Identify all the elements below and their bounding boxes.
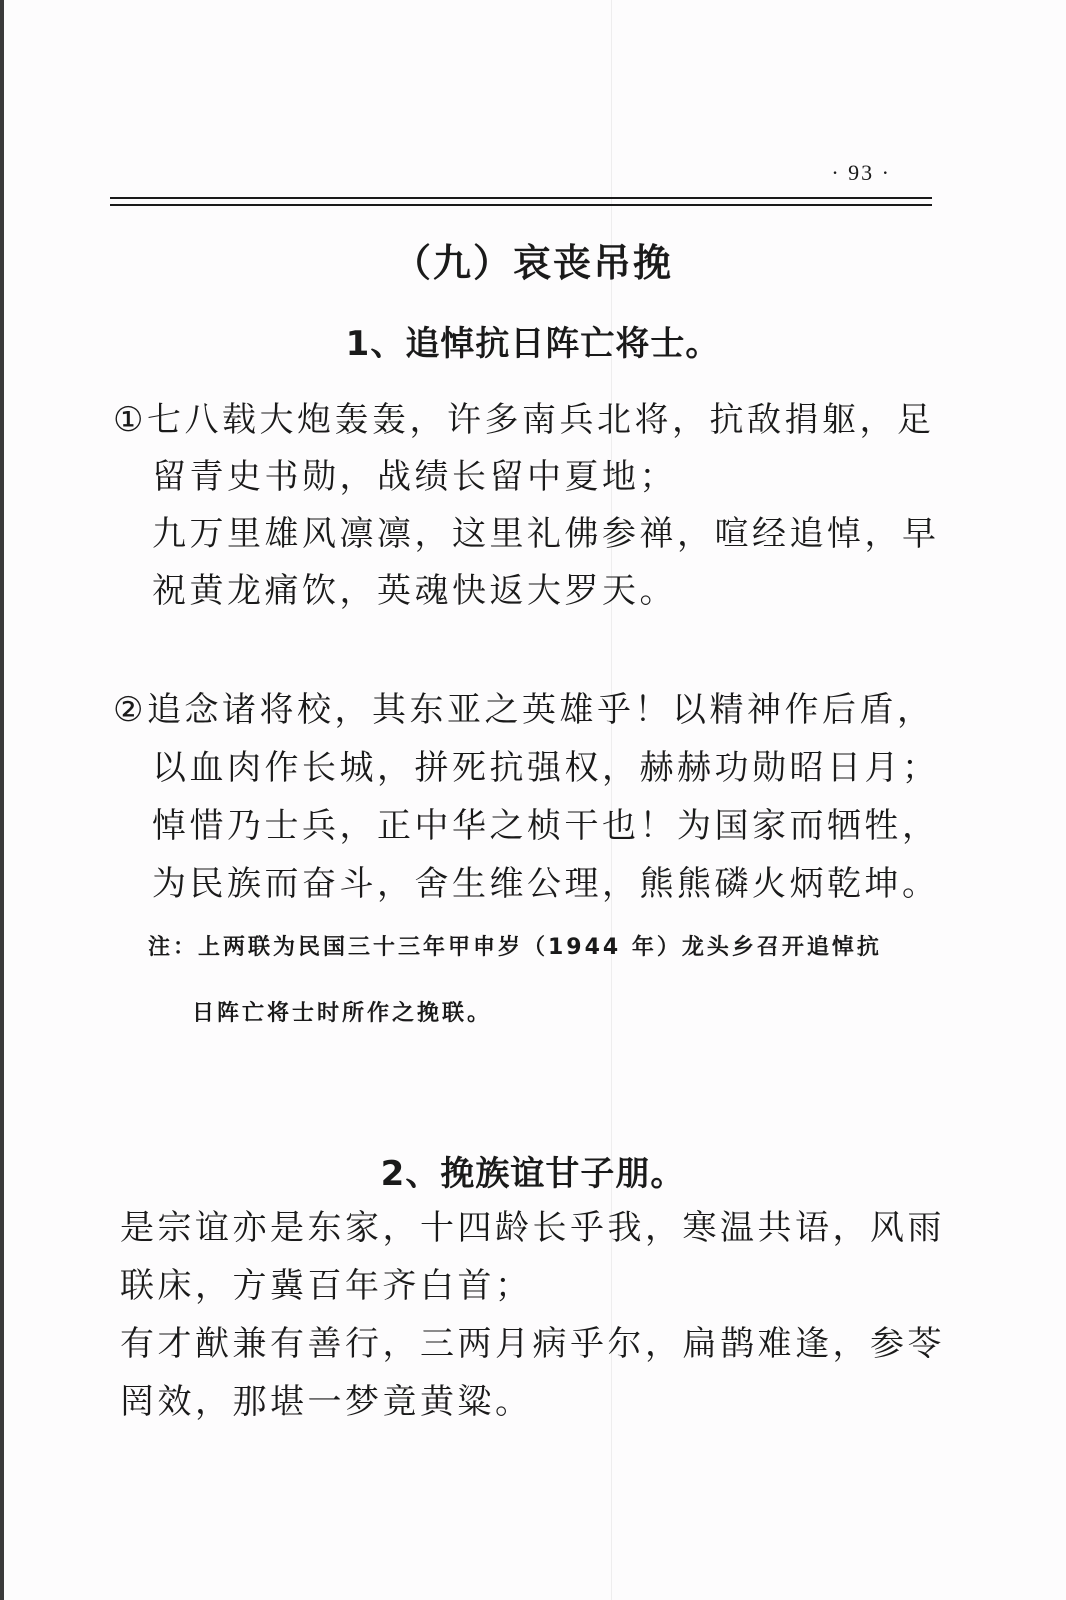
couplet1-part2-line3: 悼惜乃士兵，正中华之桢干也！为国家而牺牲， — [152, 806, 940, 846]
couplet1-part2-line4: 为民族而奋斗，舍生维公理，熊熊磷火炳乾坤。 — [152, 864, 940, 904]
couplet2-line1: 是宗谊亦是东家，十四龄长乎我，寒温共语，风雨 — [120, 1208, 945, 1248]
header-rule-bottom — [110, 204, 932, 206]
couplet2-line4: 罔效，那堪一梦竟黄粱。 — [120, 1382, 533, 1422]
couplet1-part1-line1: ①七八载大炮轰轰，许多南兵北将，抗敌捐躯，足 — [113, 400, 935, 440]
couplet1-part1-line4: 祝黄龙痛饮，英魂快返大罗天。 — [152, 571, 677, 611]
couplet1-part1-line2: 留青史书勋，战绩长留中夏地； — [152, 457, 677, 497]
couplet1-part2-line2: 以血肉作长城，拼死抗强权，赫赫功勋昭日月； — [152, 748, 940, 788]
couplet1-part1-line3: 九万里雄风凛凛，这里礼佛参禅，喧经追悼，早 — [152, 514, 940, 554]
couplet2-heading: 2、挽族谊甘子朋。 — [380, 1154, 686, 1194]
section-title: （九）哀丧吊挽 — [392, 241, 673, 285]
page-number: · 93 · — [831, 160, 891, 185]
couplet2-line2: 联床，方冀百年齐白首； — [120, 1266, 533, 1306]
couplet2-line3: 有才猷兼有善行，三两月病乎尔，扁鹊难逢，参苓 — [120, 1324, 945, 1364]
header-rule-top — [110, 197, 932, 199]
note-line1: 注：上两联为民国三十三年甲申岁（1944 年）龙头乡召开追悼抗 — [148, 935, 882, 960]
note-line2: 日阵亡将士时所作之挽联。 — [192, 1001, 493, 1026]
couplet1-part2-line1: ②追念诸将校，其东亚之英雄乎！以精神作后盾， — [113, 690, 935, 730]
couplet1-heading: 1、追悼抗日阵亡将士。 — [345, 324, 721, 364]
